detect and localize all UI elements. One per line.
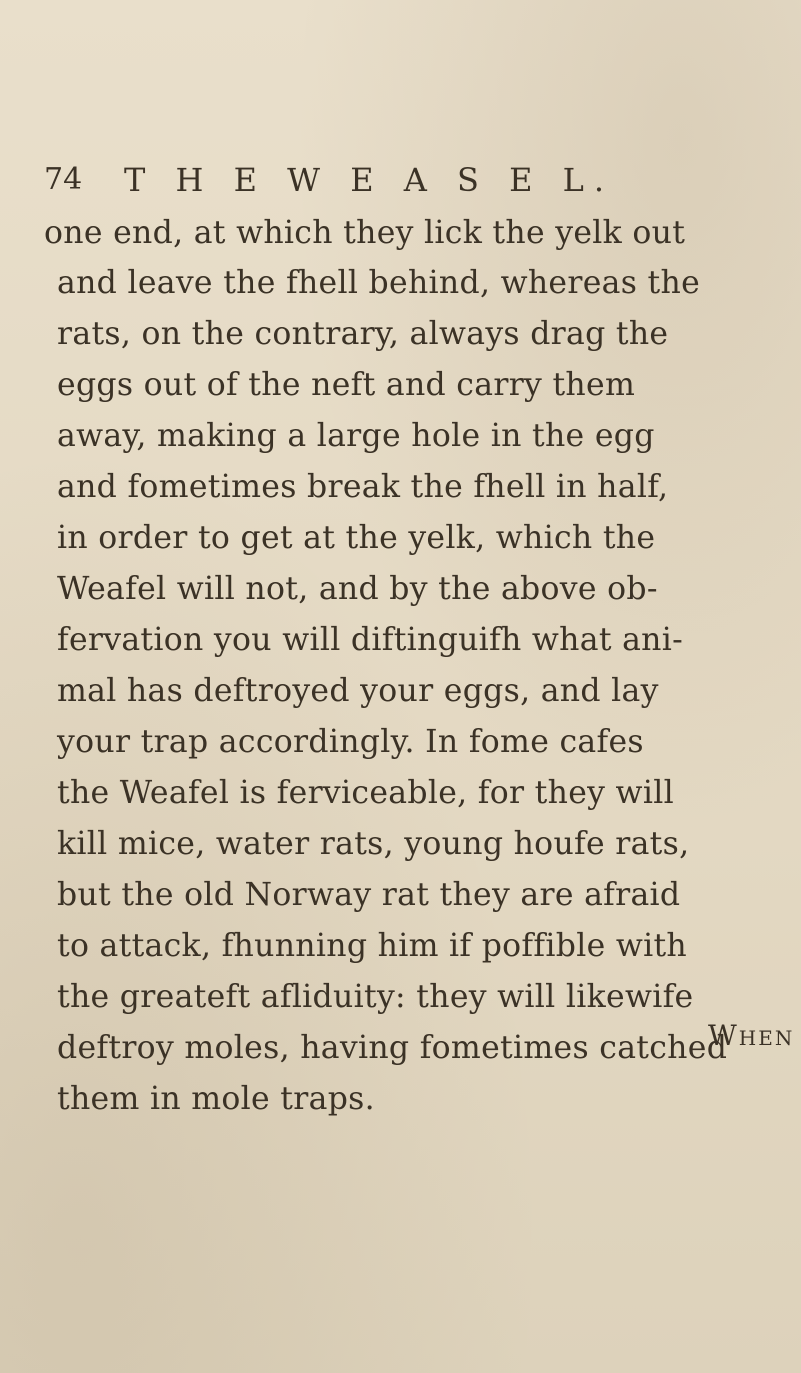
text-line: Weafel will not, and by the above ob- xyxy=(57,571,658,607)
text-line: kill mice, water rats, young houfe rats, xyxy=(57,826,690,862)
text-line: rats, on the contrary, always drag the xyxy=(57,316,669,352)
text-line: away, making a large hole in the egg xyxy=(57,418,655,454)
text-line: in order to get at the yelk, which the xyxy=(57,520,656,556)
text-line: your trap accordingly. In fome cafes xyxy=(57,724,644,760)
catchword: When xyxy=(708,1019,795,1052)
text-line: one end, at which they lick the yelk out xyxy=(44,215,686,251)
text-line: but the old Norway rat they are afraid xyxy=(57,877,681,913)
text-line: eggs out of the neft and carry them xyxy=(57,367,636,403)
text-line: mal has deftroyed your eggs, and lay xyxy=(57,673,659,709)
text-line: the greateft afliduity: they will likewife xyxy=(57,979,694,1015)
text-line: to attack, fhunning him if poffible with xyxy=(57,928,688,964)
page-number: 74 xyxy=(44,162,83,197)
running-title: T H E W E A S E L. xyxy=(124,161,615,199)
text-line: deftroy moles, having fometimes catched xyxy=(57,1030,728,1066)
text-line: and fometimes break the fhell in half, xyxy=(57,469,669,505)
text-line: the Weafel is ferviceable, for they will xyxy=(57,775,674,811)
text-line: and leave the fhell behind, whereas the xyxy=(57,265,701,301)
text-line: fervation you will diftinguifh what ani- xyxy=(57,622,684,658)
running-head xyxy=(44,160,744,204)
text-line: them in mole traps. xyxy=(57,1081,375,1117)
